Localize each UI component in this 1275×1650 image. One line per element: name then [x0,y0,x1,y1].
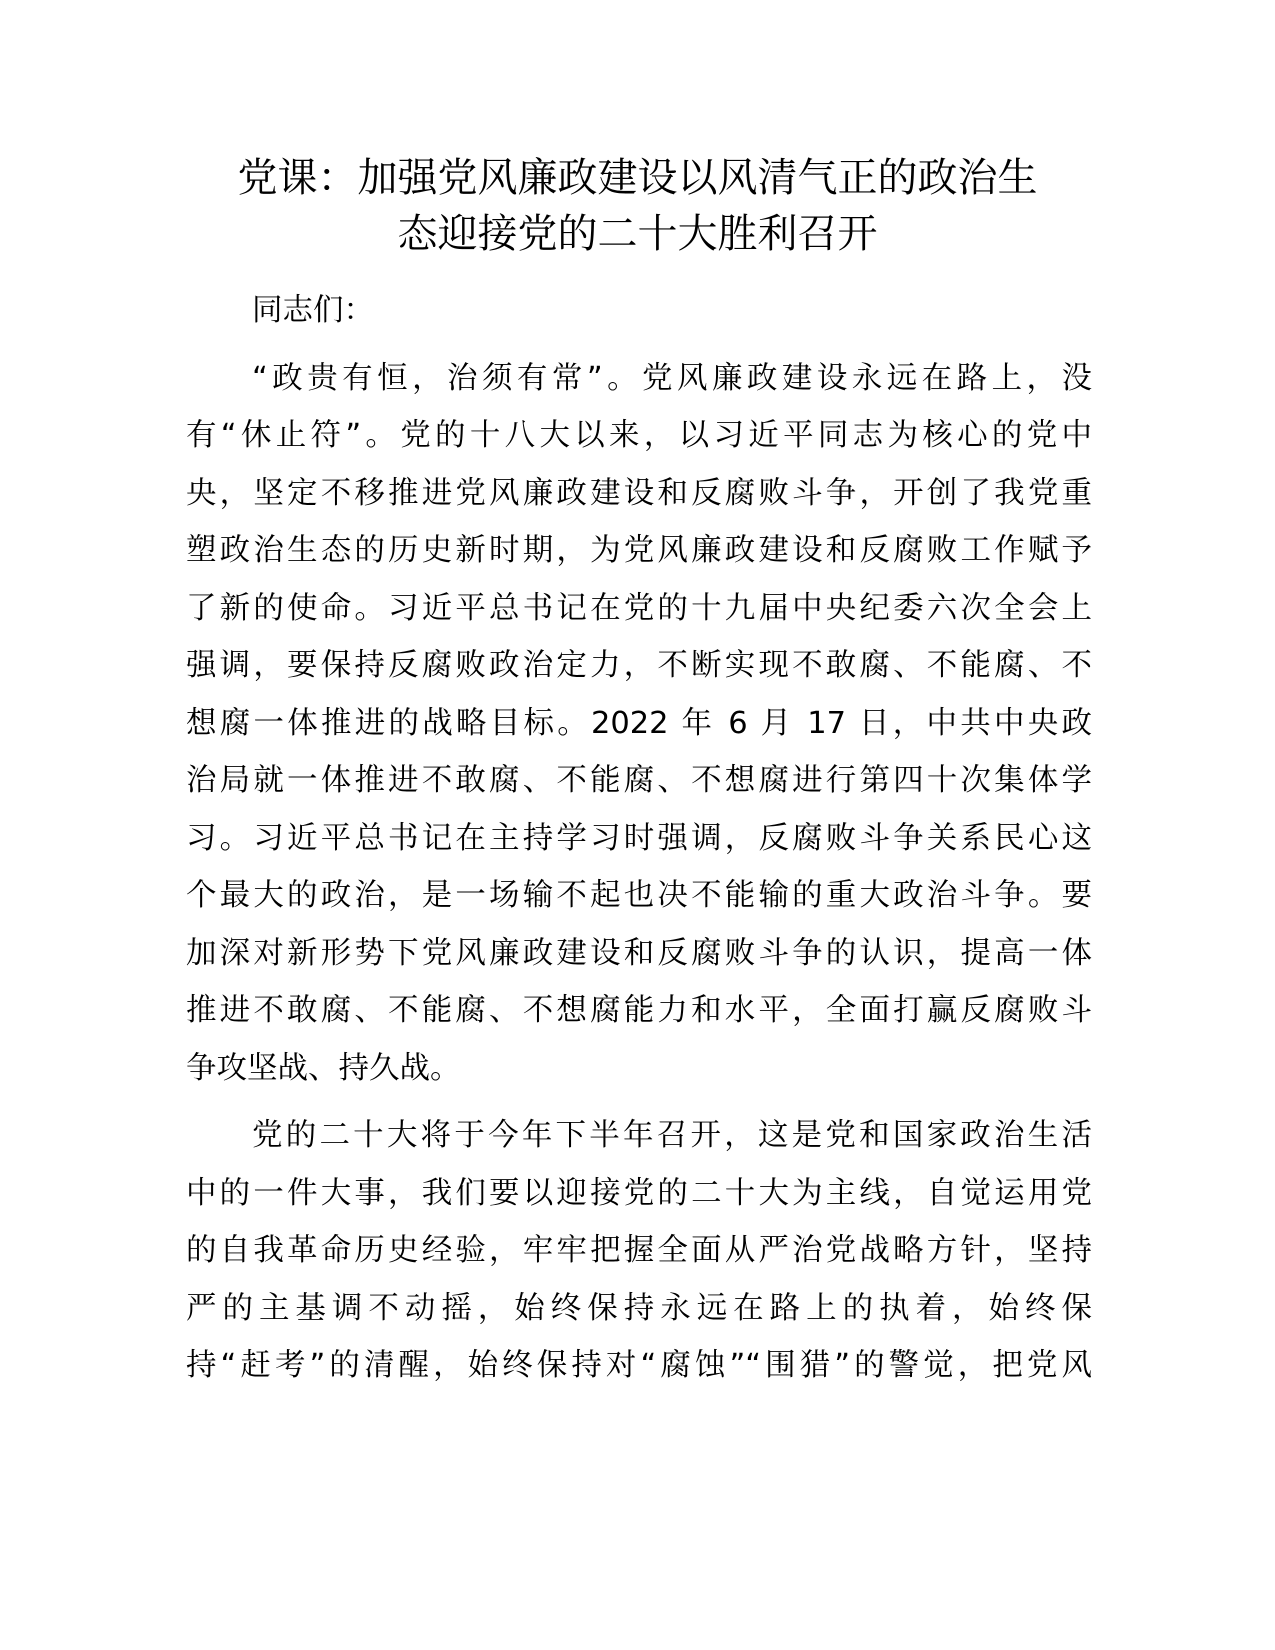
paragraph-1-line: 治局就一体推进不敢腐、不能腐、不想腐进行第四十次集体学 [186,763,1092,798]
paragraph-1-line: 习。习近平总书记在主持学习时强调，反腐败斗争关系民心这 [186,820,1092,856]
paragraph-1-line: 强调，要保持反腐败政治定力，不断实现不敢腐、不能腐、不 [186,648,1092,683]
paragraph-1-line: 个最大的政治，是一场输不起也决不能输的重大政治斗争。要 [186,878,1092,913]
paragraph-1-line: 想腐一体推进的战略目标。2022 年 6 月 17 日，中共中央政 [186,705,1092,741]
title-line-1: 党课：加强党风廉政建设以风清气正的政治生 [237,155,1038,201]
paragraph-2-line: 中的一件大事，我们要以迎接党的二十大为主线，自觉运用党 [186,1175,1092,1211]
title-line-2: 态迎接党的二十大胜利召开 [397,211,878,257]
paragraph-1-line: 推进不敢腐、不能腐、不想腐能力和水平，全面打赢反腐败斗 [186,993,1092,1028]
paragraph-2-line: 的自我革命历史经验，牢牢把握全面从严治党战略方针，坚持 [186,1233,1092,1268]
salutation: 同志们： [252,293,374,328]
paragraph-1-line: 加深对新形势下党风廉政建设和反腐败斗争的认识，提高一体 [186,935,1092,971]
paragraph-2-line: 持“赶考”的清醒，始终保持对“腐蚀”“围猎”的警觉，把党风 [186,1348,1092,1383]
paragraph-2-line: 严的主基调不动摇，始终保持永远在路上的执着，始终保 [186,1290,1092,1326]
paragraph-1 [186,350,1092,1098]
document-body [186,282,1092,1395]
paragraph-gap [186,1097,1092,1107]
paragraph-2 [186,1107,1092,1395]
paragraph-1-line: 有“休止符”。党的十八大以来，以习近平同志为核心的党中 [186,418,1092,453]
document-title [170,150,1105,262]
paragraph-2-line: 党的二十大将于今年下半年召开，这是党和国家政治生活 [252,1118,1092,1153]
paragraph-1-line: “政贵有恒，治须有常”。党风廉政建设永远在路上，没 [252,360,1092,396]
paragraph-gap [186,340,1092,350]
paragraph-1-line: 塑政治生态的历史新时期，为党风廉政建设和反腐败工作赋予 [186,533,1092,568]
paragraph-1-line: 争攻坚战、持久战。 [186,1050,461,1086]
paragraph-1-line: 央，坚定不移推进党风廉政建设和反腐败斗争，开创了我党重 [186,475,1092,511]
paragraph-1-line: 了新的使命。习近平总书记在党的十九届中央纪委六次全会上 [186,590,1092,626]
